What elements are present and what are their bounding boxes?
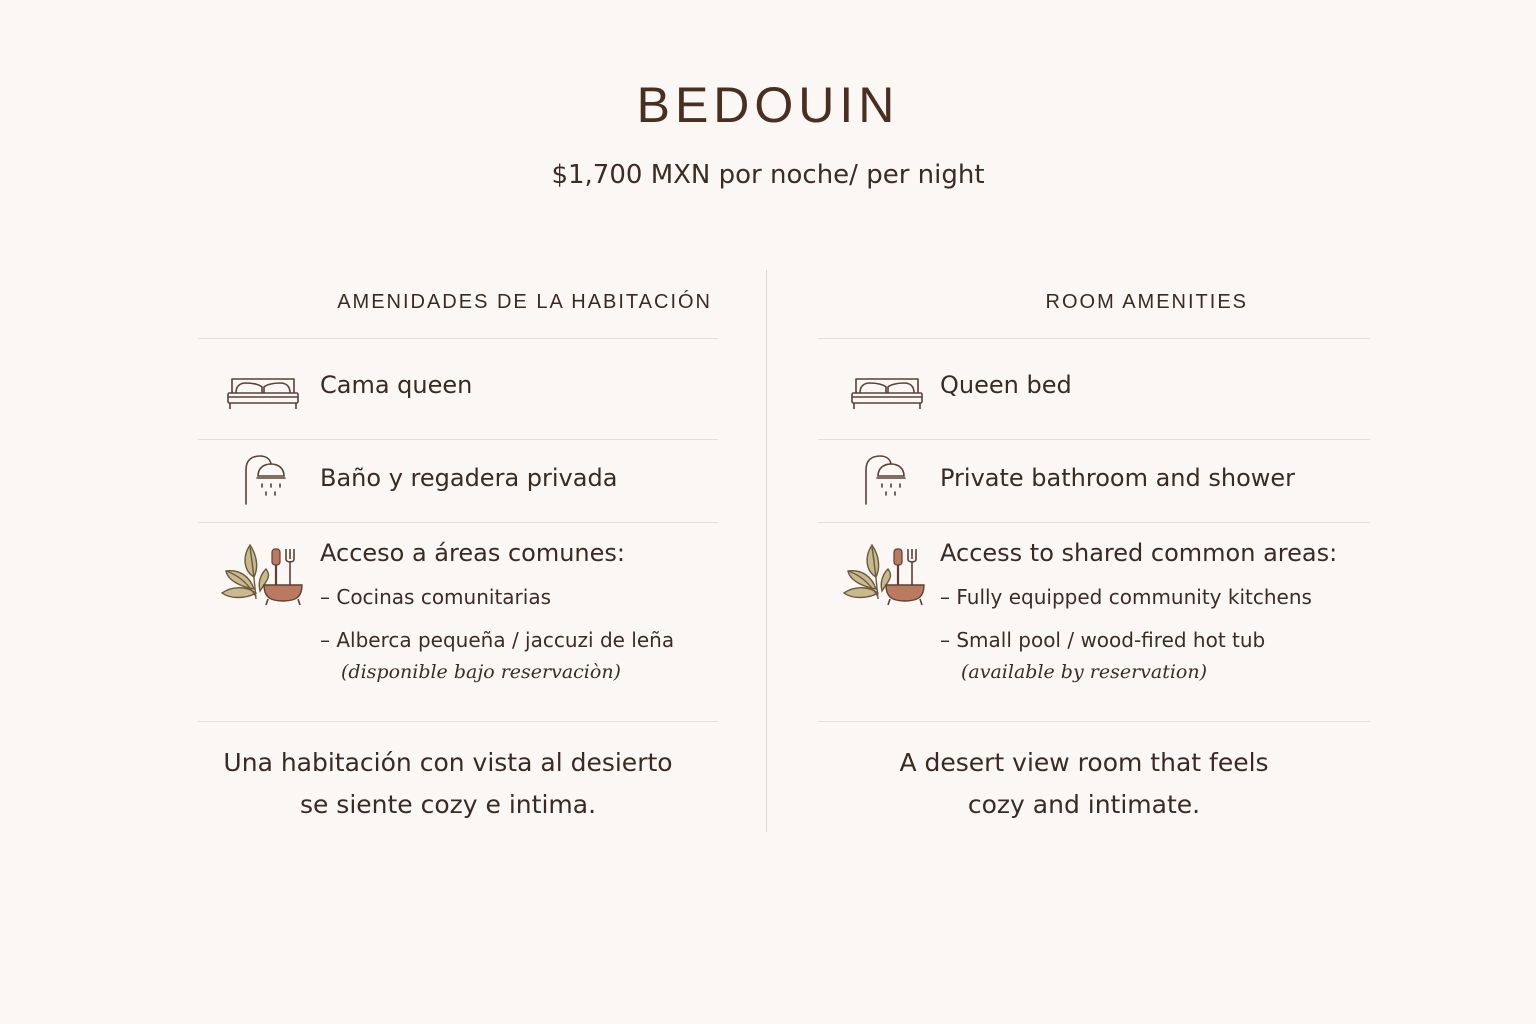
shower-icon <box>242 454 290 506</box>
reservation-note: (disponible bajo reservaciòn) <box>341 661 621 683</box>
amenities-column-spanish <box>198 280 718 826</box>
tagline-line: se siente cozy e intima. <box>299 790 597 819</box>
amenity-label: Acceso a áreas comunes: <box>320 539 625 567</box>
tagline-line: Una habitación con vista al desierto <box>223 748 673 777</box>
column-divider <box>766 270 767 832</box>
room-tagline <box>198 722 718 826</box>
amenity-row-bed <box>198 339 718 439</box>
amenity-label: Baño y regadera privada <box>320 464 618 492</box>
shower-icon <box>862 454 910 506</box>
bed-icon <box>226 375 300 413</box>
amenity-label: Queen bed <box>940 371 1072 399</box>
room-tagline <box>818 722 1370 826</box>
plant-utensils-icon <box>220 541 304 607</box>
amenities-column-english <box>818 280 1370 826</box>
price-per-night: $1,700 MXN por noche/ per night <box>551 160 985 190</box>
tagline-line: A desert view room that feels <box>899 748 1269 777</box>
amenity-sub-item: – Small pool / wood-fired hot tub <box>940 628 1266 652</box>
amenity-sub-item: – Alberca pequeña / jaccuzi de leña <box>320 628 675 652</box>
amenity-label: Private bathroom and shower <box>940 464 1296 492</box>
amenity-row-common-areas <box>818 523 1370 721</box>
amenity-row-shower <box>198 440 718 522</box>
column-header: AMENIDADES DE LA HABITACIÓN <box>337 291 712 313</box>
bed-icon <box>850 375 924 413</box>
amenity-label: Access to shared common areas: <box>940 539 1338 567</box>
reservation-note: (available by reservation) <box>961 661 1208 683</box>
page-title: BEDOUIN <box>636 77 900 133</box>
amenity-sub-item: – Fully equipped community kitchens <box>940 585 1312 609</box>
amenity-row-bed <box>818 339 1370 439</box>
tagline-line: cozy and intimate. <box>967 790 1201 819</box>
amenity-row-common-areas <box>198 523 718 721</box>
amenity-row-shower <box>818 440 1370 522</box>
amenity-label: Cama queen <box>320 371 473 399</box>
plant-utensils-icon <box>842 541 926 607</box>
column-header: ROOM AMENITIES <box>1045 291 1248 313</box>
amenity-sub-item: – Cocinas comunitarias <box>320 585 551 609</box>
